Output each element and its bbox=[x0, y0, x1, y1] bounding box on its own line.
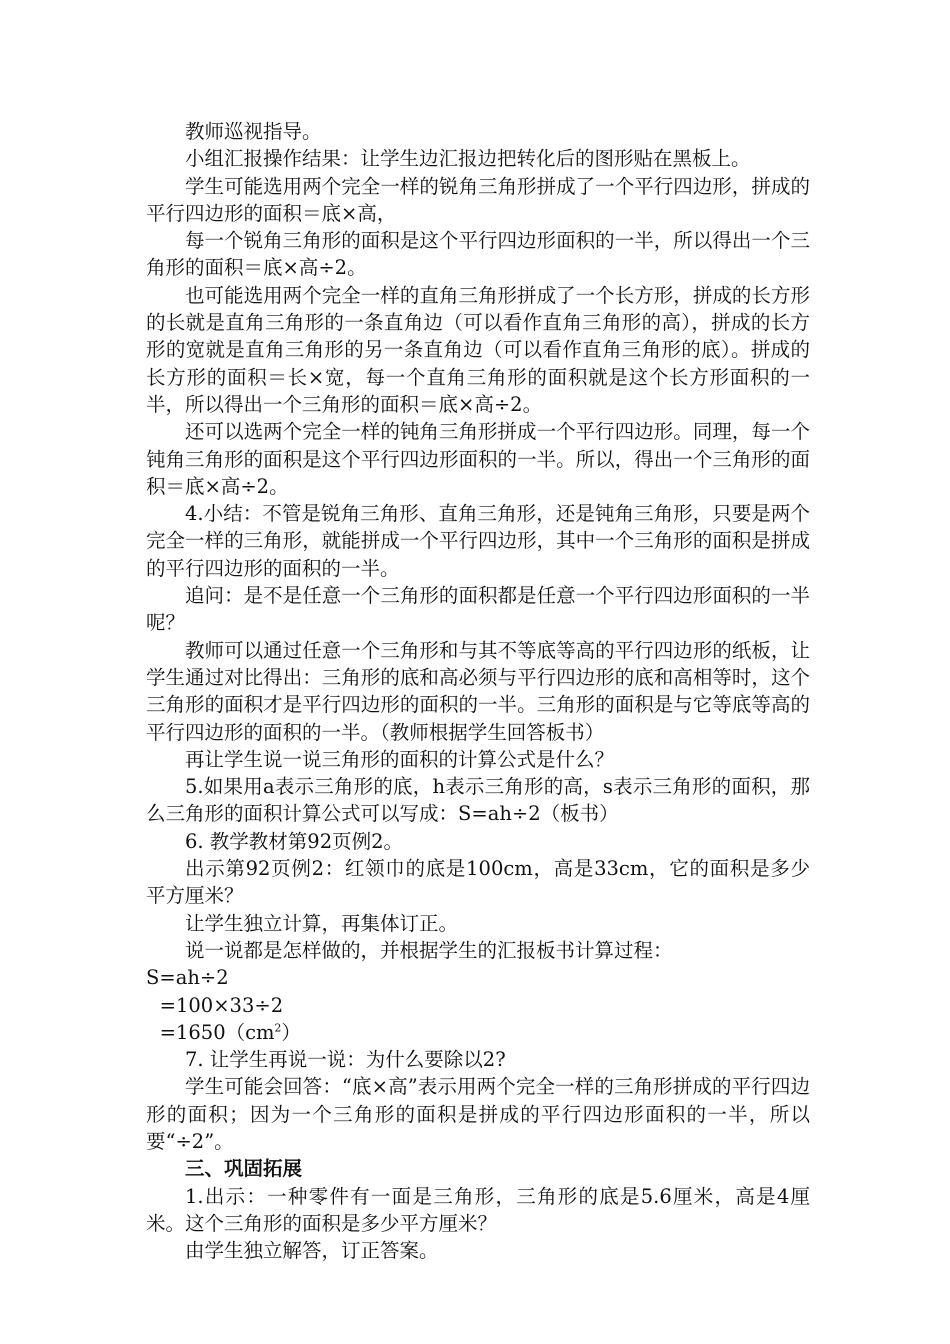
calculation-close-paren: ） bbox=[281, 1020, 301, 1044]
paragraph-formula: 5.如果用a表示三角形的底，h表示三角形的高，s表示三角形的面积，那么三角形的面积计算公式可以写成：S=ah÷2（板书） bbox=[146, 775, 810, 826]
paragraph-formula-question: 再让学生说一说三角形的面积的计算公式是什么？ bbox=[185, 747, 615, 771]
paragraph-independent-calc: 让学生独立计算，再集体订正。 bbox=[185, 911, 459, 935]
paragraph-exercise-answer: 由学生独立解答，订正答案。 bbox=[185, 1239, 439, 1263]
section-heading: 三、巩固拓展 bbox=[185, 1157, 303, 1181]
paragraph-acute-triangles: 学生可能选用两个完全一样的锐角三角形拼成了一个平行四边形，拼成的平行四边形的面积＝底×高， bbox=[146, 174, 810, 225]
paragraph-why-divide: 7. 让学生再说一说：为什么要除以2? bbox=[185, 1048, 506, 1072]
paragraph-student-answer: 学生可能会回答：“底×高”表示用两个完全一样的三角形拼成的平行四边形的面积；因为一个三角形的面积是拼成的平行四边形面积的一半，所以要“÷2”。 bbox=[146, 1075, 810, 1153]
paragraph-example-2-problem: 出示第92页例2：红领巾的底是100cm，高是33cm，它的面积是多少平方厘米？ bbox=[146, 857, 810, 908]
paragraph-obtuse-triangles: 还可以选两个完全一样的钝角三角形拼成一个平行四边形。同理，每一个钝角三角形的面积是这个平行四边形面积的一半。所以，得出一个三角形的面积＝底×高÷2。 bbox=[146, 420, 810, 498]
paragraph-follow-up-question: 追问：是不是任意一个三角形的面积都是任意一个平行四边形面积的一半呢？ bbox=[146, 584, 810, 635]
document-body bbox=[146, 118, 810, 1264]
paragraph-right-triangles: 也可能选用两个完全一样的直角三角形拼成了一个长方形，拼成的长方形的长就是直角三角形的一条直角边（可以看作直角三角形的高），拼成的长方形的宽就是直角三角形的另一条直角边（可以看作直角三角形的底）。拼成的长方形的面积＝长×宽，每一个直角三角形的面积就是这个长方形面积的一半，所以得出一个三角形的面积＝底×高÷2。 bbox=[146, 283, 810, 416]
calculation-line-1: S=ah÷2 bbox=[146, 966, 229, 990]
calculation-exponent: 2 bbox=[274, 1021, 282, 1035]
calculation-line-3 bbox=[146, 1019, 810, 1046]
calculation-result: =1650（cm bbox=[159, 1020, 275, 1044]
paragraph-acute-half: 每一个锐角三角形的面积是这个平行四边形面积的一半，所以得出一个三角形的面积＝底×高÷2。 bbox=[146, 229, 810, 280]
paragraph-summary: 4.小结：不管是锐角三角形、直角三角形，还是钝角三角形，只要是两个完全一样的三角形，就能拼成一个平行四边形，其中一个三角形的面积是拼成的平行四边形的面积的一半。 bbox=[146, 502, 810, 580]
paragraph-exercise-1: 1.出示：一种零件有一面是三角形，三角形的底是5.6厘米，高是4厘米。这个三角形的面积是多少平方厘米？ bbox=[146, 1184, 810, 1235]
paragraph-group-report: 小组汇报操作结果：让学生边汇报边把转化后的图形贴在黑板上。 bbox=[185, 147, 751, 171]
paragraph-example-2: 6. 教学教材第92页例2。 bbox=[185, 829, 404, 853]
paragraph-teacher-comparison: 教师可以通过任意一个三角形和与其不等底等高的平行四边形的纸板，让学生通过对比得出：三角形的底和高必须与平行四边形的底和高相等时，这个三角形的面积才是平行四边形的面积的一半。三角形的面积是与它等底等高的平行四边形的面积的一半。（教师根据学生回答板书） bbox=[146, 638, 810, 744]
calculation-line-2: =100×33÷2 bbox=[159, 993, 284, 1017]
paragraph-teacher-guidance: 教师巡视指导。 bbox=[185, 120, 322, 143]
paragraph-explain-process: 说一说都是怎样做的，并根据学生的汇报板书计算过程： bbox=[185, 938, 673, 962]
